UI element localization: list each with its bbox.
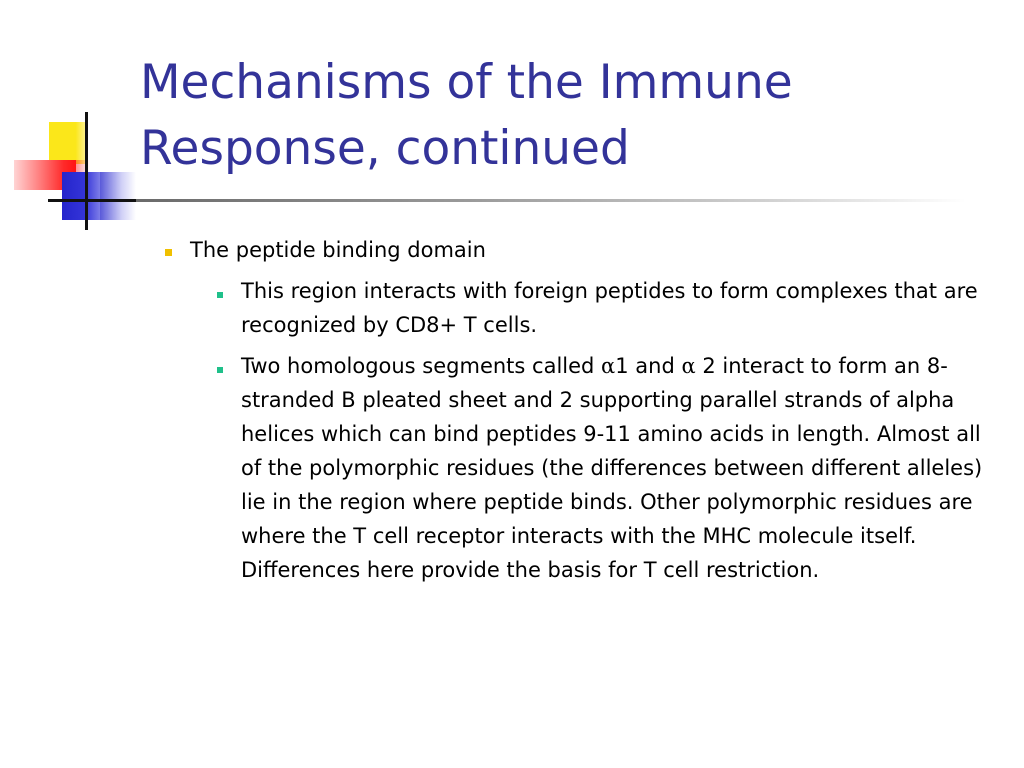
text-run: 2 interact to form an 8-stranded B pleated sheet and 2 supporting parallel strands of alpha helices which can bind peptides 9-11 amino acids in length. Almost all of the polymorphic residues (the differences between different alleles) lie in the region where peptide binds. Other polymorphic residues are where the T cell receptor interacts with the MHC molecule itself. Differences here provide the basis for T cell restriction. xyxy=(241,354,983,582)
bullet-level2-text xyxy=(241,349,983,587)
text-run: Two homologous segments called xyxy=(241,354,602,378)
slide-title: Mechanisms of the Immune Response, continued xyxy=(140,55,793,176)
bullet-square-icon xyxy=(165,249,172,256)
alpha-symbol: α xyxy=(601,354,616,378)
bullet-level1-text: The peptide binding domain xyxy=(190,238,486,262)
bullet-level2-text: This region interacts with foreign peptides to form complexes that are recognized by CD8+ T cells. xyxy=(241,279,978,337)
bullet-square-icon xyxy=(217,367,223,373)
text-run: 1 and xyxy=(615,354,682,378)
bullet-square-icon xyxy=(217,292,223,298)
alpha-symbol: α xyxy=(681,354,696,378)
